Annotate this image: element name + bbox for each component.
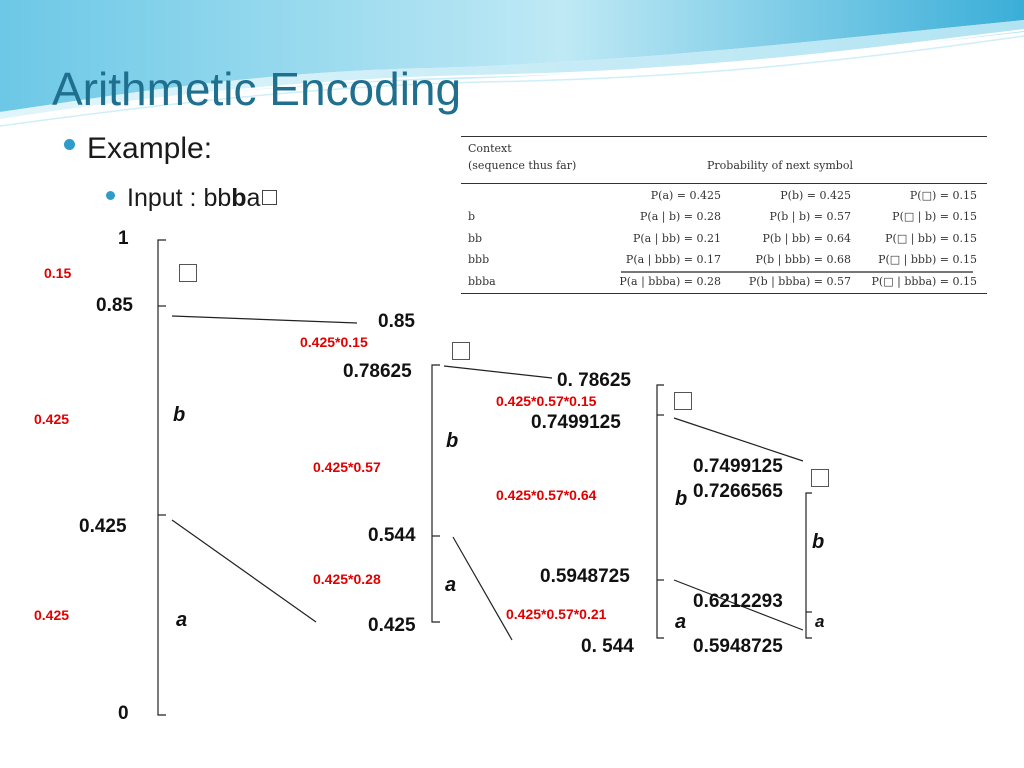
zoom-connector	[674, 418, 803, 461]
col2-symbol-b: b	[446, 430, 459, 452]
table-header-context: Context	[468, 142, 512, 155]
col2-0544-value: 0.544	[368, 525, 416, 546]
table-cell-pa: P(a | b) = 0.28	[640, 210, 721, 223]
table-cell-pb: P(b) = 0.425	[780, 189, 851, 202]
col3-07499125-value: 0.7499125	[531, 412, 621, 433]
col3-bottom-value: 0. 544	[581, 636, 634, 657]
col3-05948725-value: 0.5948725	[540, 566, 630, 587]
zoom-connector	[172, 520, 316, 622]
end-symbol-icon	[811, 469, 829, 487]
col2-width-a: 0.425*0.28	[313, 571, 381, 587]
table-cell-pa: P(a) = 0.425	[650, 189, 721, 202]
table-header-context-sub: (sequence thus far)	[468, 159, 577, 172]
col4-top-value: 0.7499125	[693, 456, 783, 477]
col4-06212293-value: 0.6212293	[693, 591, 783, 612]
col1-symbol-b: b	[173, 404, 186, 426]
col1-width-b: 0.425	[34, 411, 70, 427]
col2-top-value: 0.85	[378, 311, 415, 332]
table-cell-pend: P(□ | bb) = 0.15	[885, 232, 977, 245]
col1-0425-value: 0.425	[79, 516, 127, 537]
end-symbol-icon	[179, 264, 197, 282]
table-cell-pb: P(b | bb) = 0.64	[762, 232, 851, 245]
interval-bracket-2	[432, 365, 440, 622]
col2-078625-value: 0.78625	[343, 361, 412, 382]
zoom-connector	[172, 316, 357, 323]
col1-085-value: 0.85	[96, 295, 133, 316]
table-cell-pend: P(□ | bbba) = 0.15	[871, 275, 977, 288]
slide-title: Arithmetic Encoding	[52, 63, 462, 115]
table-row-context: bbba	[468, 275, 496, 288]
table-row-context: bbb	[468, 253, 490, 266]
col3-width-b: 0.425*0.57*0.64	[496, 487, 597, 503]
bullet-example-text: Example:	[87, 132, 213, 165]
col2-width-b: 0.425*0.57	[313, 459, 381, 475]
table-cell-pend: P(□ | bbb) = 0.15	[878, 253, 977, 266]
input-prefix: Input : bb	[127, 184, 232, 212]
col1-bottom-value: 0	[118, 703, 129, 724]
col3-top-value: 0. 78625	[557, 370, 631, 391]
col3-symbol-a: a	[675, 611, 687, 633]
col1-width-end: 0.15	[44, 265, 72, 281]
interval-bracket-3	[657, 385, 664, 638]
zoom-connector	[453, 537, 512, 640]
col4-bottom-value: 0.5948725	[693, 636, 783, 657]
table-cell-pb: P(b | b) = 0.57	[769, 210, 851, 223]
table-cell-pb: P(b | bbba) = 0.57	[748, 275, 851, 288]
col3-symbol-b: b	[675, 488, 688, 510]
table-header-probability: Probability of next symbol	[707, 159, 853, 172]
table-row-context: bb	[468, 232, 483, 245]
input-suffix: a	[246, 184, 261, 212]
table-cell-pend: P(□ | b) = 0.15	[892, 210, 977, 223]
table-row-context: b	[468, 210, 476, 223]
col4-symbol-a: a	[815, 612, 825, 631]
col2-symbol-a: a	[445, 574, 457, 596]
table-cell-pend: P(□) = 0.15	[909, 189, 977, 202]
col2-bottom-value: 0.425	[368, 615, 416, 636]
col1-symbol-a: a	[176, 609, 188, 631]
table-cell-pa: P(a | bbb) = 0.17	[625, 253, 721, 266]
end-symbol-icon	[674, 392, 692, 410]
col4-symbol-b: b	[812, 531, 825, 553]
input-bold-symbol: b	[231, 184, 247, 212]
table-cell-pb: P(b | bbb) = 0.68	[755, 253, 851, 266]
col3-width-a: 0.425*0.57*0.21	[506, 606, 607, 622]
interval-bracket-4	[806, 493, 812, 638]
zoom-connector	[444, 366, 552, 378]
col3-width-end: 0.425*0.57*0.15	[496, 393, 597, 409]
table-cell-pa: P(a | bbba) = 0.28	[619, 275, 721, 288]
end-symbol-icon	[452, 342, 470, 360]
col1-top-value: 1	[118, 228, 129, 249]
interval-bracket-1	[158, 240, 166, 715]
col2-width-end: 0.425*0.15	[300, 334, 368, 350]
col1-width-a: 0.425	[34, 607, 70, 623]
table-cell-pa: P(a | bb) = 0.21	[632, 232, 721, 245]
col4-07266565-value: 0.7266565	[693, 481, 783, 502]
